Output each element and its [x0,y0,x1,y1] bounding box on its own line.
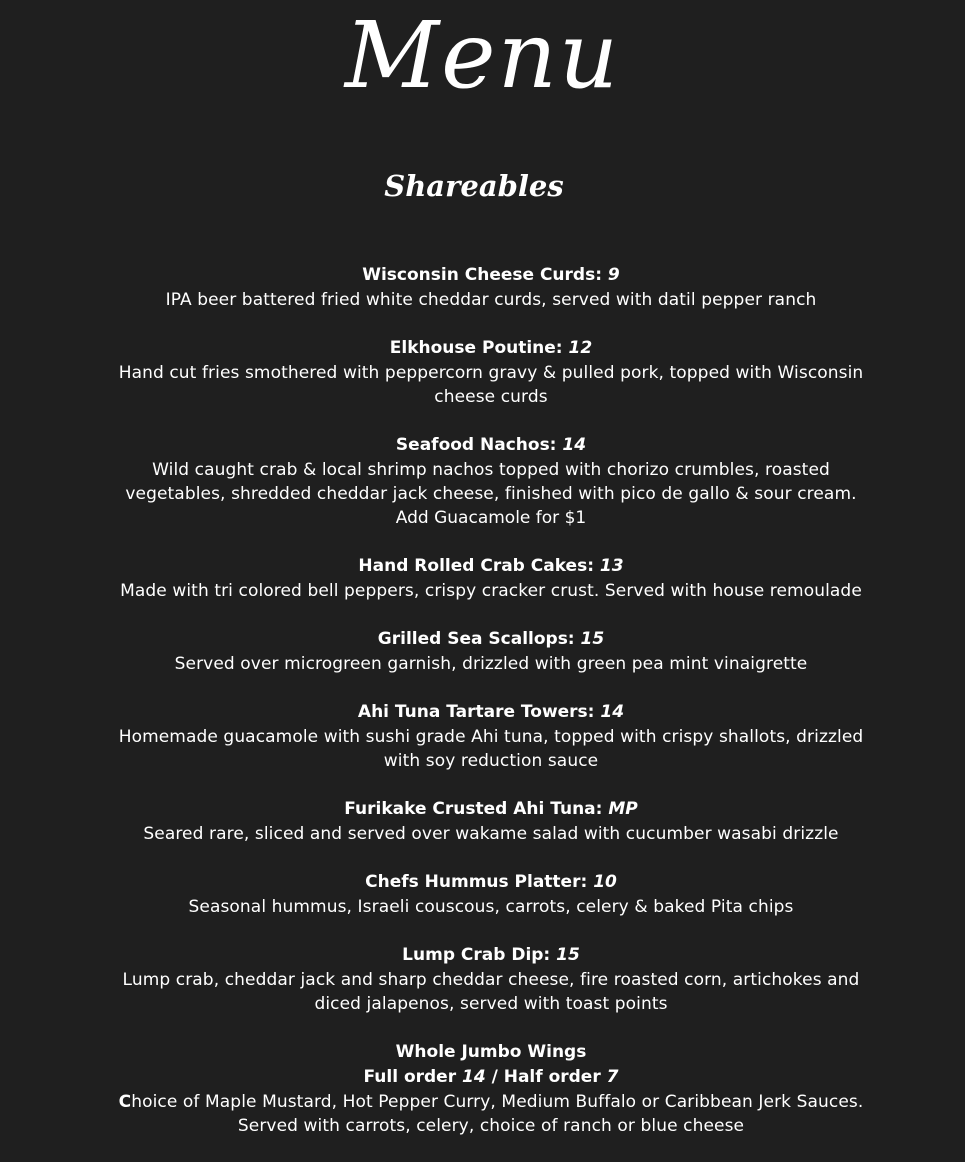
item-price: 14 [600,702,625,722]
item-name: Seafood Nachos: [395,435,557,455]
menu-item [100,627,882,676]
section-title-shareables: Shareables [384,169,564,203]
description-initial: C [118,1092,132,1112]
item-description: Lump crab, cheddar jack and sharp cheddar cheese, fire roasted corn, artichokes and diced jalapenos, served with toast points [122,970,860,1014]
item-description: Wild caught crab & local shrimp nachos topped with chorizo crumbles, roasted vegetables, shredded cheddar jack cheese, finished with pico de gallo & sour cream. [125,460,857,504]
item-price: MP [608,799,638,819]
item-heading [100,797,882,822]
item-description: Homemade guacamole with sushi grade Ahi tuna, topped with crispy shallots, drizzled with soy reduction sauce [118,727,864,771]
menu-item [100,263,882,312]
menu-item [100,797,882,846]
item-price: 15 [580,629,605,649]
item-price: 9 [607,265,620,285]
menu-items [100,263,882,1162]
item-heading [100,263,882,288]
full-order-price: 14 [462,1067,486,1087]
item-description: Served over microgreen garnish, drizzled with green pea mint vinaigrette [174,654,808,674]
menu-item [100,700,882,773]
item-price: 13 [599,556,624,576]
item-name: Hand Rolled Crab Cakes: [358,556,594,576]
half-order-label: / Half order [491,1067,601,1087]
item-description: Made with tri colored bell peppers, crispy cracker crust. Served with house remoulade [120,581,862,601]
item-price-options [100,1065,882,1090]
half-order-price: 7 [606,1067,619,1087]
menu-item-wings [100,1040,882,1138]
item-name: Whole Jumbo Wings [395,1042,587,1062]
item-description: IPA beer battered fried white cheddar curds, served with datil pepper ranch [165,290,817,310]
description-text: hoice of Maple Mustard, Hot Pepper Curry, Medium Buffalo or Caribbean Jerk Sauces. [131,1092,864,1112]
menu-title: Menu [344,2,621,109]
menu-item [100,336,882,409]
item-name: Furikake Crusted Ahi Tuna: [344,799,603,819]
item-price: 10 [593,872,617,892]
menu-item [100,433,882,530]
item-name: Chefs Hummus Platter: [365,872,588,892]
menu-item [100,943,882,1016]
full-order-label: Full order [363,1067,457,1087]
item-heading [100,433,882,458]
item-description [100,1090,882,1114]
item-description: Seared rare, sliced and served over wakame salad with cucumber wasabi drizzle [143,824,839,844]
item-price: 14 [562,435,587,455]
item-name: Ahi Tuna Tartare Towers: [357,702,595,722]
item-heading [100,870,882,895]
item-name: Wisconsin Cheese Curds: [362,265,602,285]
item-description: Hand cut fries smothered with peppercorn gravy & pulled pork, topped with Wisconsin cheese curds [118,363,864,407]
item-heading [100,943,882,968]
item-heading [100,554,882,579]
item-addon: Add Guacamole for $1 [395,508,587,528]
item-price: 12 [568,338,593,358]
item-description: Seasonal hummus, Israeli couscous, carrots, celery & baked Pita chips [188,897,794,917]
menu-item [100,870,882,919]
item-name: Grilled Sea Scallops: [377,629,575,649]
item-heading [100,336,882,361]
item-price: 15 [556,945,580,965]
item-name: Lump Crab Dip: [402,945,551,965]
item-heading [100,700,882,725]
item-description-line2: Served with carrots, celery, choice of ranch or blue cheese [237,1116,745,1136]
item-name: Elkhouse Poutine: [389,338,563,358]
menu-item [100,554,882,603]
item-heading [100,627,882,652]
